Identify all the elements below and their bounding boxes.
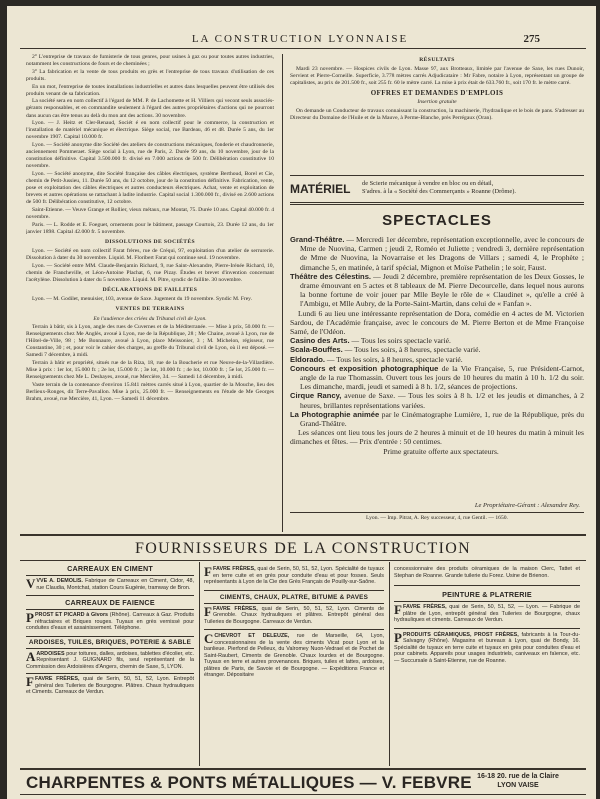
banner-address-line: LYON VAISE: [497, 781, 539, 789]
drop-cap: A: [26, 648, 36, 664]
materiel-ad: [290, 178, 584, 200]
banner-rule-bottom: [20, 794, 586, 795]
spectacle-entry: [290, 364, 584, 392]
ad-divider: [26, 595, 194, 596]
paragraph: Lyon. — M. Godilet, menuisier, 103, avenue de Saxe. Jugement du 19 novembre. Syndic M. Frey.: [32, 296, 253, 303]
spectacle-venue: Concours et exposition photographique: [290, 363, 439, 373]
spectacle-entry: [290, 391, 584, 409]
materiel-rule-top: [290, 175, 584, 176]
materiel-rule-bottom-2: [290, 204, 584, 205]
spectacle-venue: Cirque Rancy,: [290, 391, 342, 401]
spectacle-entry: [290, 345, 584, 354]
spectacle-venue: La Photographie animée: [290, 409, 380, 419]
supplier-ad: [26, 578, 194, 591]
paragraph: Saint-Etienne. — Veuve Grange et Rollier, vieux métaux, rue Montat, 75. Durée 10 ans. Capital 40.000 fr. 4 novembre.: [26, 207, 274, 221]
drop-cap: P: [26, 610, 34, 625]
ad-divider: [204, 590, 384, 591]
paragraph: Lyon. — J. Heitz et Cler-Renaud, Sociét é en nom collectif pour le commerce, la construction et l'installation de matériel mécanique et électrique. Siège social, rue Bardeau, 46 et 48. Durée 5 ans, du 1er novembre 1907. Capital 10.000 fr.: [26, 120, 274, 141]
spectacle-text: — Tous les soirs spectacle varié.: [349, 336, 451, 346]
spectacle-text: Prime gratuite offerte aux spectateurs.: [383, 446, 499, 456]
supplier-text: (Rhône). Carreaux à Gaz. Produits réfractaires et Briques rouges. Tuyaux en grès vernissé pour conduites d'eaux et assainissement. Téléphone.: [26, 612, 194, 631]
spectacle-entry: [290, 309, 584, 337]
supplier-text: quai de Serin, 50, 51, 52, Lyon. Ciments de Grenoble. Chaux hydrauliques et plâtres. Entrepôt général des Tuileries de Bourgogne. Carreaux de Verdun.: [204, 605, 384, 625]
banner-address: [456, 773, 580, 790]
spectacle-entry: [290, 336, 584, 345]
ad-divider: [394, 628, 580, 629]
supplier-text: quai de Serin, 50, 51, 52, Lyon. Spécialité de tuyaux en terre cuite et en grès pour conduite d'eau et pour fosses. Seuls représentants à Lyon de la Cie des Grès Français de Pouilly-sur-Saône.: [204, 566, 384, 585]
drop-cap: F: [204, 564, 212, 579]
supplier-text: quai de Serin, 50, 51, 52, — Lyon. — Fabrique de plâtre de Lyon, entrepôt général des Tuileries de Bourgogne, chaux hydrauliques et ciments. Carreaux de Verdun.: [394, 604, 580, 623]
imprimerie-rule: [290, 512, 584, 513]
paragraph: Lyon. — Société anonyme, dite Société française des câbles électriques, système Berthoud, Borel et Cie, chemin de Petit-Jussieu, 11. Durée 50 ans, du 12 octobre, jour de la constitution définitive. Fabrication, vente, pose et exploitation des câbles électriques et autres conducteurs électriques. Achat, vente et exploitation de brevets et autres opérations se rattachant à ladite industrie. Capital social 1.300.000 fr., divisé en 2.600 actions de 500 fr. Délibération constitutive, 12 octobre.: [26, 171, 274, 206]
materiel-line: S'adres. à la « Société des Commerçants » Roanne (Drôme).: [362, 188, 516, 195]
paragraph: Lyon. — Société anonyme dite Société des ateliers de constructions mécaniques, fonderie et chaudronnerie, anciennement Pommeraet. Siège social à Lyon, rue de Paris, 2. Durée 99 ans, du 10 novembre, jour de la constitution définitive. Capital 3.500.000 fr. divisé en 7.000 actions de 500 fr. Délibération constitutive 10 novembre.: [26, 142, 274, 170]
drop-cap: P: [394, 629, 402, 645]
spectacle-text: de la Vie Française, 5, rue Président-Carnot, angle de la rue Thomassin. Ouvert tous les jours de 10 heures du matin à 10 h. 1/2 du soir. Les dimanche, mardi, jeudi et samedi à 8 h. 1/2, séances de projections.: [300, 363, 584, 392]
spectacle-text: — Jeudi 2 décembre, première représentation de les Deux Gosses, le drame émouvant en 5 actes et 8 tableaux de M. Pierre Decourcelle, dans lequel nous aurons la bonne fortune de voir jouer par Mlle Beyle le rôle de « Claudinet », qu'elle a créé à l'Ambigu, et Mlle Aubry, de la Porte-Saint-Martin, dans celui de « Fanfan ».: [300, 271, 584, 309]
spectacle-entry: [290, 447, 584, 456]
spectacle-entry: [290, 428, 584, 446]
supplier-ad: [26, 676, 194, 696]
ad-divider: [204, 629, 384, 630]
ad-divider: [394, 585, 580, 586]
drop-cap: F: [204, 603, 212, 619]
ventes-subheading: En l'audience des criées du Tribunal civil de Lyon.: [93, 315, 207, 322]
drop-cap: F: [26, 674, 34, 689]
paragraph: 2° L'entreprise de travaux de fumisterie de tous genres, pour usines à gaz ou pour toutes autres industries, notamment les constructions de fours et de cheminées ;: [26, 54, 274, 68]
gerant-signature: Le Propriétaire-Gérant : Alexandre Rey.: [474, 502, 580, 509]
spectacle-venue: Théâtre des Célestins.: [290, 271, 372, 281]
category-title: PEINTURE & PLATRERIE: [394, 590, 580, 602]
spectacles-list: [290, 235, 584, 497]
ventes-heading: VENTES DE TERRAINS: [115, 306, 185, 313]
supplier-name: PROST ET PICARD à Givors: [34, 612, 109, 618]
page-number: 275: [523, 33, 540, 45]
spectacle-text: Lundi 6 au lieu une intéressante représentation de Dora, comédie en 4 actes de M. Victorien Sardou, de l'Académie française, avec le concours de M. Pierre Berton et de Mme Françoise Samé, de l'Odéon.: [290, 308, 584, 337]
materiel-text: [362, 180, 584, 196]
supplier-name: FAVRE FRÈRES,: [34, 676, 80, 682]
spectacle-text: — Tous les soirs, à 8 heures, spectacle varié.: [342, 345, 481, 355]
spectacle-text: Les séances ont lieu tous les jours de 2 heures à minuit et de 10 heures du matin à minuit les dimanches et fêtes. — Prix d'entrée : 50 centimes.: [290, 428, 584, 447]
banner-rule-top: [20, 768, 586, 770]
supplier-name: VVE A. DEMOLIS.: [36, 578, 83, 584]
materiel-title: MATÉRIEL: [290, 182, 351, 196]
supplier-name: FAVRE FRÈRES,: [212, 566, 256, 572]
spectacle-venue: Casino des Arts.: [290, 336, 350, 346]
supplier-name: ARDOISES: [36, 650, 65, 657]
spectacle-venue: Scala-Bouffes.: [290, 345, 343, 355]
materiel-line: de Scierie mécanique à vendre en bloc ou en détail,: [362, 180, 494, 187]
page-header-title: LA CONSTRUCTION LYONNAISE: [191, 33, 409, 45]
right-column-top: [290, 54, 584, 194]
fournisseurs-col-2: [204, 564, 384, 766]
resultats-heading: RÉSULTATS: [419, 57, 455, 63]
spectacle-entry: [290, 355, 584, 364]
fournisseurs-heading: FOURNISSEURS DE LA CONSTRUCTION: [135, 540, 471, 557]
spectacle-entry: [290, 272, 584, 309]
offres-subheading: Insertion gratuite: [417, 99, 457, 106]
supplier-ad: [26, 612, 194, 632]
supplier-text: Fabrique de Carreaux en Ciment, Cidor, 48, rue Claudia, Montchat, station Cours Eugénie, tramway de Bron.: [36, 578, 194, 591]
supplier-text: rue de Marseille, 64, Lyon, concessionnaires de la vente des ciments Vicat pour Lyon et la banlieue. Pierfond de Pelleux, du Valromey Nuon-Vedrael et de Pochet de Saint-Raubert, Ciments de Grenoble. Chaux lourdes et de Bourgogne. Tuyaux en terre et autres provenances. Briques, tuiles et lattes, ardoises, plâtres de Paris, de Savoie et de Bourgogne. — Expéditions France et étranger. Dépositaire: [204, 633, 384, 678]
spectacles-heading: SPECTACLES: [382, 212, 492, 229]
fournisseurs-col-1: [26, 564, 194, 766]
fournisseurs-divider-1: [199, 562, 200, 766]
category-title: CIMENTS, CHAUX, PLATRE, BITUME & PAVES: [204, 594, 384, 604]
page-top-edge: [0, 0, 600, 6]
dissolutions-heading: DISSOLUTIONS DE SOCIÉTÉS: [104, 239, 196, 246]
category-title: ARDOISES, TUILES, BRIQUES, POTERIE & SABLE: [26, 639, 194, 649]
spectacle-venue: Grand-Théâtre.: [290, 235, 345, 244]
supplier-ad: [26, 648, 194, 671]
supplier-name: PRODUITS CÉRAMIQUES, PROST FRÈRES,: [402, 631, 519, 638]
supplier-ad: [204, 566, 384, 586]
paragraph: La société sera en nom collectif à l'égard de MM. P. de Lachomette et H. Villiers qui vecont seuls associés-gérants responsables, et en commandite seulement à l'égard des autres propriétaires d'actions qui ne pourront dans aucun cas être tenus au delà du mon ant des actions. 30 novembre.: [26, 98, 274, 119]
faillites-heading: DÉCLARATIONS DE FAILLITES: [102, 287, 198, 294]
paragraph: 3° La fabrication et la vente de tous produits en grès et l'entreprise de tous travaux d'utilisation de ces produits.: [26, 68, 274, 82]
paragraph: Terrain à bâtir, sis à Lyon, angle des rues de Cuvernes et de la Méditerranée. — Mise à prix, 50.000 fr. — Renseignements chez Me Anglès, avoué à Lyon, rue de la République, 28 ; Me Chaine, avoué à Lyon, rue de l'Hôtel-de-Ville, 98 ; Me Bonnaure, avoué à Lyon, place Meissonier, 3 ; M. Michelon, régisseur, rue Constantine, 30 ; et, pour voir le cahier des charges, au greffe du Tribunal civil de Lyon, où il est déposé. — Samedi 7 décembre, à midi.: [26, 323, 274, 358]
supplier-text: quai de Serin, 50, 51, 52, Lyon. Entrepôt général des Tuileries de Bourgogne. Plâtres. Chaux hydrauliques et Ciments. Carreaux de Verdun.: [26, 676, 194, 695]
societes-list: [26, 54, 274, 236]
banner-title: CHARPENTES & PONTS MÉTALLIQUES — V. FEBVRE: [26, 773, 472, 792]
spectacle-text: avenue de Saxe. — Tous les soirs à 8 h. 1/2 et les jeudis et dimanches, à 2 heures, brillantes représentations variées.: [300, 391, 584, 410]
supplier-text: fabricants à la Tour-du-Salvagny (Rhône). Magasins et bureaux à Lyon, quai de Bondy, 16. Spécialité de tuyaux en terre cuite et tuyaux en grès pour conduites d'eau et pour cabinets. Appareils pour usages industriels, caniveaux en faïence, etc. — Succursale à Saint-Etienne, rue de Roanne.: [394, 631, 580, 664]
fournisseurs-divider-2: [389, 562, 390, 766]
left-column: [26, 54, 274, 520]
offres-heading: OFFRES ET DEMANDES D'EMPLOIS: [370, 89, 504, 98]
supplier-text: concessionnaire des produits céramiques de la maison Clerc, Tattet et Stephan de Roanne. Grande tuilerie du Forez. Usine de Brienon.: [394, 566, 580, 579]
supplier-name: FAVRE FRÈRES,: [212, 605, 258, 612]
supplier-ad: [204, 603, 384, 626]
paragraph: Mardi 23 novembre. — Hospices civils de Lyon. Masse 97, aux Brotteaux, limitée par l'avenue de Saxe, les rues Dunoir, Servient et Pierre-Corneille. Superficie, 3.778 mètres carrés Adjudicataire : Mr Fabre, notaire à Lyon, représentant un groupe de capitalistes, au prix de 201.500 fr., soit 255 fr. 60 le mètre carré. La mise à prix était de 633.760 fr., soit 170 fr. le mètre carré.: [290, 66, 584, 87]
supplier-ad: [394, 566, 580, 579]
paragraph: Lyon. — Société en nom collectif Farat frères, rue de Créqui, 97, exploitation d'un atelier de serrurerie. Dissolution à dater du 30 novembre. Liquid. M. Floribert Farat qui continue seul. 19 novembre.: [26, 248, 274, 262]
paragraph: Paris. — L. Rodde et E. Foeguet, ornements pour le bâtiment, passage Courtois, 23. Durée 12 ans, du 1er janvier 1898. Capital 42.000 fr. 5 novembre.: [26, 221, 274, 235]
paragraph: Lyon. — Société entre MM. Claude-Benjamin Richard, 9, rue Saint-Alexandre, Pierre-Irénée Richard, 10, chemin de Francheville, et Léon-Antoine Plachat, 6, rue Pizay. Études et brevet d'invention concernant l'acétylène. Dissolution à dater du 5 novembre. Liquid. M. Pitre, syndic de faillite. 30 novembre.: [26, 262, 274, 284]
ad-divider: [26, 673, 194, 674]
drop-cap: F: [394, 602, 402, 617]
materiel-rule-bottom: [290, 202, 584, 203]
binding-edge-left: [0, 0, 7, 799]
column-divider: [282, 54, 283, 532]
fournisseurs-rule-mid: [20, 560, 586, 561]
banner-address-line: 16-18 20. rue de la Claire: [477, 773, 559, 780]
paragraph: En un mot, l'entreprise de toutes installations industrielles et autres dans lesquelles peuvent être utilisés des produits venant de sa fabrication.: [26, 83, 274, 97]
ad-divider: [26, 636, 194, 637]
drop-cap: V: [26, 576, 36, 591]
spectacle-text: — Tous les soirs, à 8 heures, spectacle varié.: [325, 354, 463, 364]
spectacle-text: — Mercredi 1er décembre, représentation exceptionnelle, avec le concours de Mme de Nuovina, Carmen ; jeudi 2, Roméo et Juliette ; vendredi 3, dernière représentation de Mme de Nuovina, la Novarraise et les Dragons de Villars ; samedi 4, le Prophète ; dimanche 5, en matinée, à tarif spécial, Mignon et Moïse Pathelin ; le soir, Faust.: [300, 235, 584, 272]
fournisseurs-rule-top: [20, 534, 586, 536]
category-title: CARREAUX DE FAIENCE: [26, 598, 194, 610]
spectacle-venue: Eldorado.: [290, 354, 326, 364]
spectacle-text: par le Cinématographe Lumière, 1, rue de la République, près du Grand-Théâtre.: [300, 409, 584, 429]
supplier-ad: [394, 604, 580, 624]
supplier-name: CHEVROT ET DELEUZE,: [214, 633, 290, 639]
paragraph: Terrain à bâtir et propriété, situés rue de la Riza, 18, rue de la Boucherie et rue Neuve-de-la-Villardière. Mise à prix : 1er lot, 15.000 fr. ; 2e lot, 15.000 fr. ; 3e lot, 10.000 fr. ; 4e lot, 10.000 fr. ; 5e lot, 25.000 fr. — Renseignements chez Me L. Deshayes, avoué, rue Mercière, 34. — Samedi 14 décembre, à midi.: [26, 359, 274, 380]
imprimerie-line: Lyon. — Imp. Pitrat, A. Rey successeur, 4, rue Gentil. — 1650.: [366, 515, 508, 521]
spectacle-entry: [290, 235, 584, 272]
category-title: CARREAUX EN CIMENT: [26, 564, 194, 576]
paragraph: On demande un Conducteur de travaux connaissant la construction, la machinerie, l'hydraulique et le bois de pans. S'adresser au Directeur du Domaine de l'Huile et de la Mauve, à Perme-Blanche, près Perrégaux (Oran).: [290, 107, 584, 121]
supplier-ad: [204, 633, 384, 679]
supplier-name: FAVRE FRÈRES,: [402, 604, 447, 610]
supplier-text: pour toitures, dalles, ardoises, tablettes d'écolier, etc. Représentant J. GUIGNARD fils, seul représentant de la Commission des Ardoisières d'Angers, chemin de Saxe, 5, LYON.: [26, 650, 194, 670]
binding-edge-right: [596, 0, 600, 799]
header-rule: [20, 48, 586, 49]
drop-cap: C: [204, 631, 214, 646]
fournisseurs-col-3: [394, 564, 580, 766]
spectacle-entry: [290, 410, 584, 428]
supplier-ad: [394, 629, 580, 665]
paragraph: Vaste terrain de la contenance d'environ 15.841 mètres carrés situé à Lyon, quartier de la Mouche, lieu des Berlieux-Ronges, dit Terre-Pavallon. Mise à prix, 25.000 fr. — Renseignements en l'étude de Me Georges Brahm, avoué, rue Mercière, 41, Lyon. — Samedi 11 décembre.: [26, 381, 274, 402]
